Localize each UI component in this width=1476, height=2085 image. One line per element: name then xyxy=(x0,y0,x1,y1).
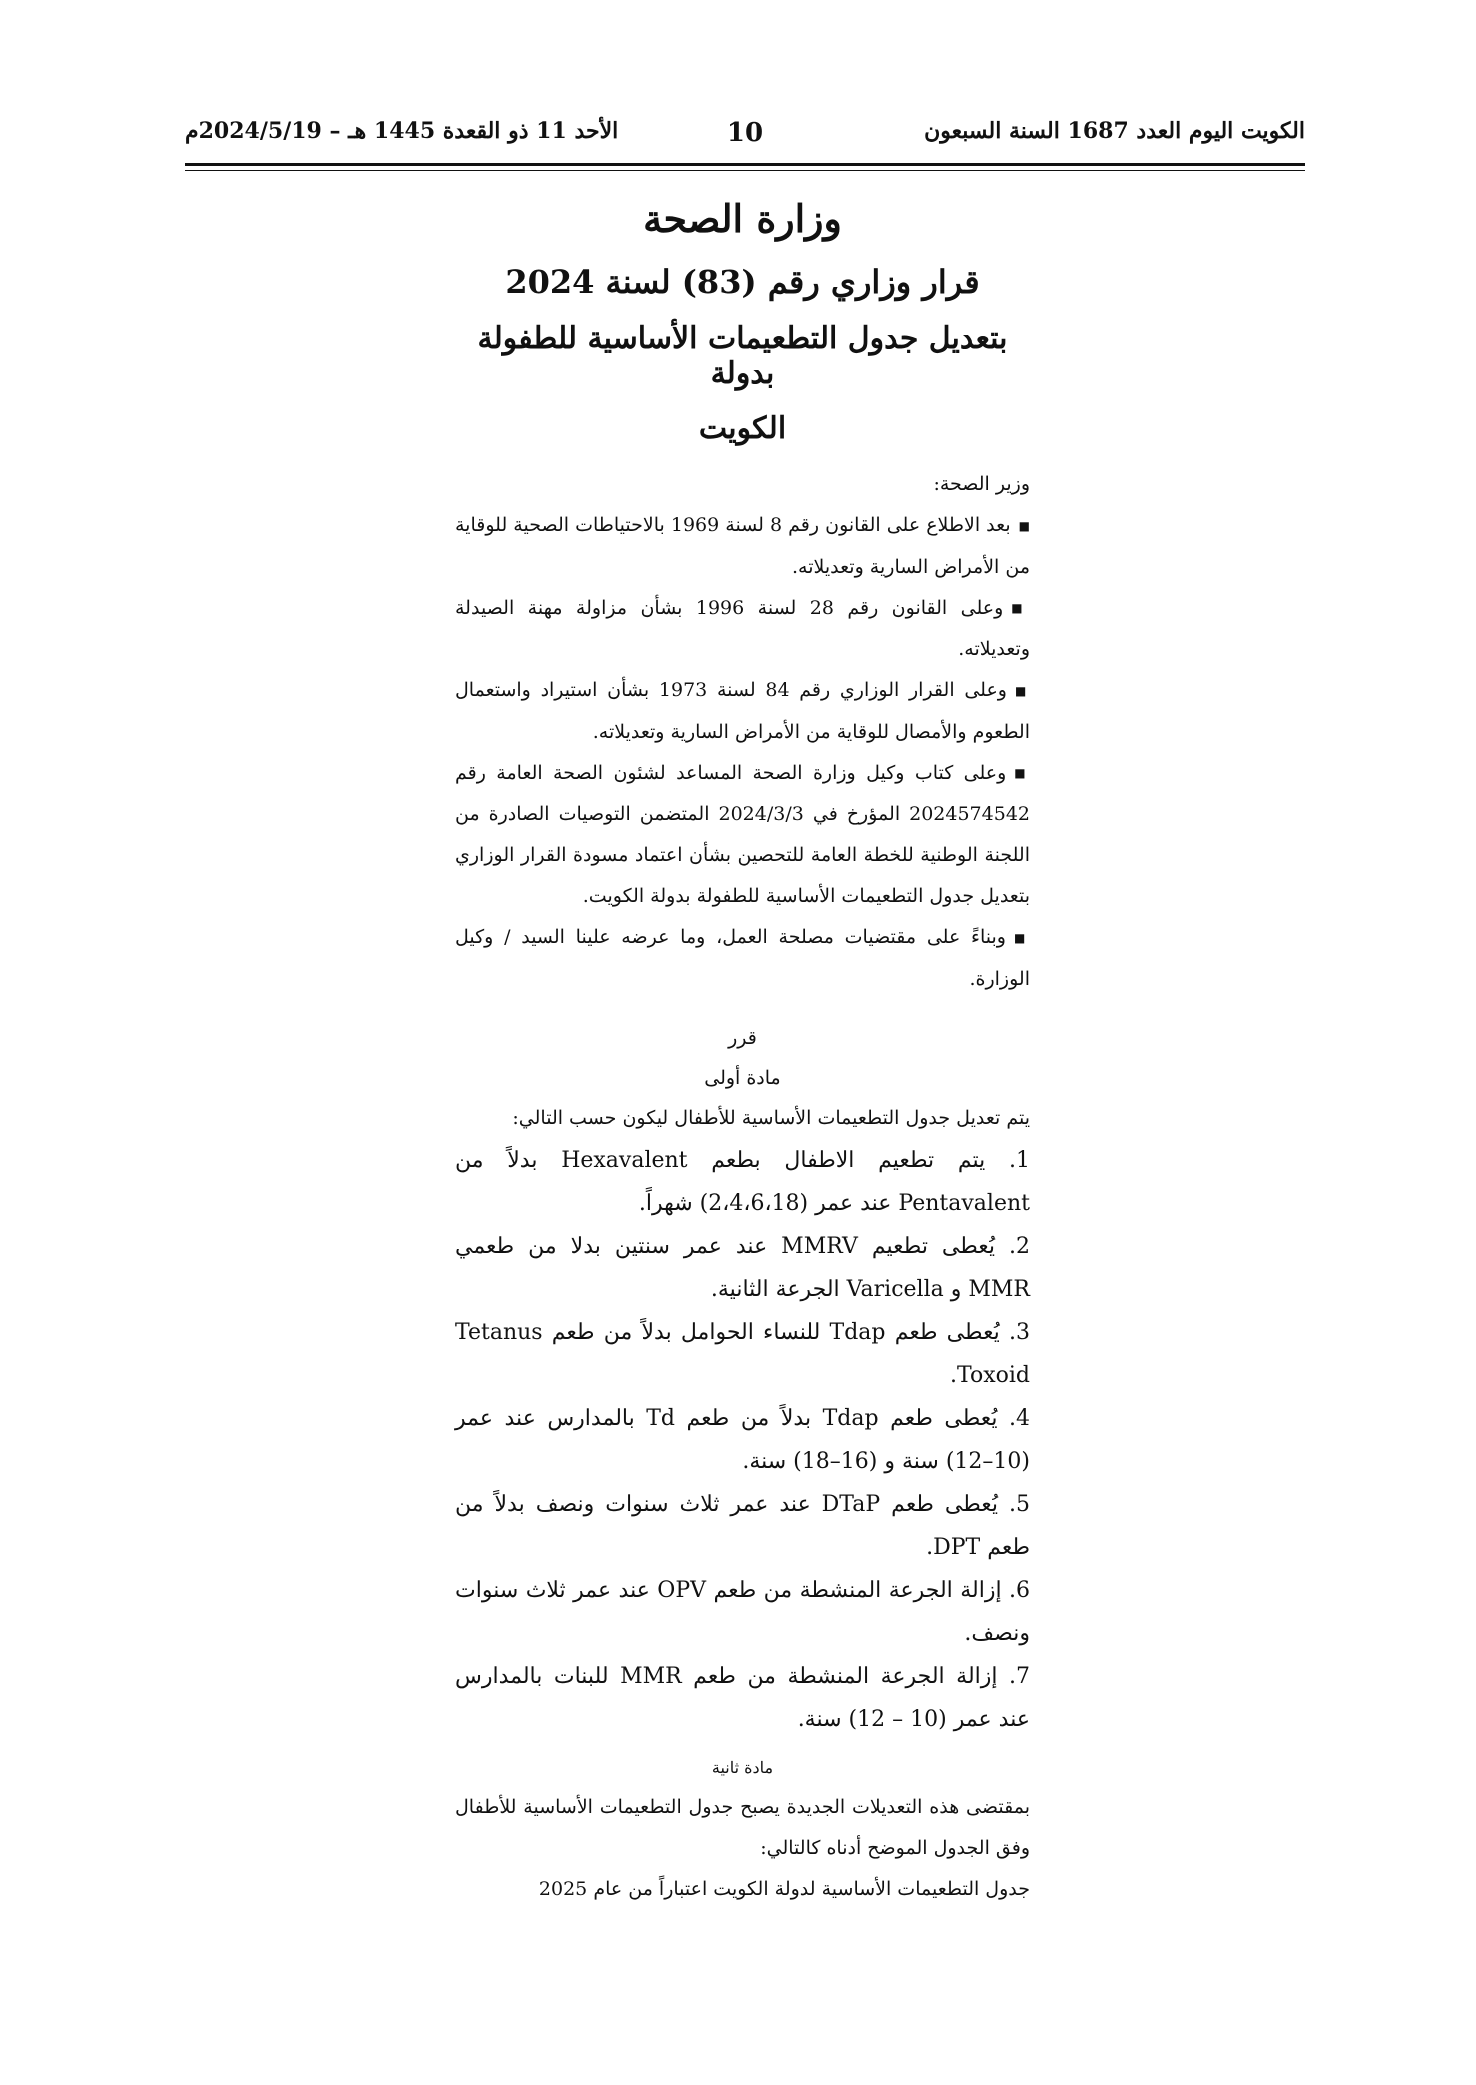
minister-line: وزير الصحة: xyxy=(933,473,1030,495)
page-header xyxy=(185,118,1305,158)
content-column xyxy=(455,180,1030,1910)
preamble-item: ■ بعد الاطلاع على القانون رقم 8 لسنة 1969 بالاحتياطات الصحية للوقاية من الأمراض السارية وتعديلاته. xyxy=(455,505,1030,588)
decree-title: قرار وزاري رقم (83) لسنة 2024 xyxy=(505,263,980,301)
header-page-number: 10 xyxy=(726,118,764,148)
article-2-body: بمقتضى هذه التعديلات الجديدة يصبح جدول التطعيمات الأساسية للأطفال وفق الجدول الموضح أدناه كالتالي: xyxy=(455,1795,1030,1859)
article-1-item: 1. يتم تطعيم الاطفال بطعم Hexavalent بدلاً من Pentavalent عند عمر (2،4،6،18) شهراً. xyxy=(455,1147,1030,1216)
header-issue: الكويت اليوم العدد 1687 السنة السبعون xyxy=(924,118,1305,144)
header-rule-thick xyxy=(185,163,1305,166)
preamble-item: ■ وعلى القانون رقم 28 لسنة 1996 بشأن مزاولة مهنة الصيدلة وتعديلاته. xyxy=(455,588,1030,671)
article-1-intro: يتم تعديل جدول التطعيمات الأساسية للأطفال ليكون حسب التالي: xyxy=(512,1106,1030,1129)
decree-subject-line-1: بتعديل جدول التطعيمات الأساسية للطفولة بدولة xyxy=(477,321,1008,391)
article-1-title: مادة أولى xyxy=(704,1066,781,1089)
article-2-title: مادة ثانية xyxy=(711,1757,774,1777)
ministry-title: وزارة الصحة xyxy=(643,196,842,241)
article-1-item: 6. إزالة الجرعة المنشطة من طعم OPV عند عمر ثلاث سنوات ونصف. xyxy=(455,1577,1030,1646)
table-caption: جدول التطعيمات الأساسية لدولة الكويت اعتباراً من عام 2025 xyxy=(538,1877,1030,1900)
article-1-item: 3. يُعطى طعم Tdap للنساء الحوامل بدلاً من طعم Tetanus Toxoid. xyxy=(455,1319,1030,1388)
header-date: الأحد 11 ذو القعدة 1445 هـ – 2024/5/19م xyxy=(185,118,619,144)
preamble-item: ■ وعلى القرار الوزاري رقم 84 لسنة 1973 بشأن استيراد واستعمال الطعوم والأمصال للوقاية من الأمراض السارية وتعديلاته. xyxy=(455,670,1030,753)
article-1-item: 7. إزالة الجرعة المنشطة من طعم MMR للبنات بالمدارس عند عمر (10 – 12) سنة. xyxy=(455,1663,1030,1732)
article-1-item: 5. يُعطى طعم DTaP عند عمر ثلاث سنوات ونصف بدلاً من طعم DPT. xyxy=(455,1491,1030,1560)
article-1-item: 4. يُعطى طعم Tdap بدلاً من طعم Td بالمدارس عند عمر (10–12) سنة و (16–18) سنة. xyxy=(455,1405,1031,1474)
header-rule-thin xyxy=(185,170,1305,171)
decided-heading: قرر xyxy=(728,1026,757,1049)
article-1-item: 2. يُعطى تطعيم MMRV عند عمر سنتين بدلا من طعمي MMR و Varicella الجرعة الثانية. xyxy=(455,1233,1031,1302)
preamble-item: ■ وبناءً على مقتضيات مصلحة العمل، وما عرضه علينا السيد / وكيل الوزارة. xyxy=(455,917,1030,1000)
decree-subject-line-2: الكويت xyxy=(698,411,787,446)
preamble-item: ■ وعلى كتاب وكيل وزارة الصحة المساعد لشئون الصحة العامة رقم 2024574542 المؤرخ في 2024/3/3 المتضمن التوصيات الصادرة من اللجنة الوطنية للخطة العامة للتحصين بشأن اعتماد مسودة القرار الوزاري بتعديل جدول التطعيمات الأساسية للطفولة بدولة الكويت. xyxy=(455,753,1030,918)
